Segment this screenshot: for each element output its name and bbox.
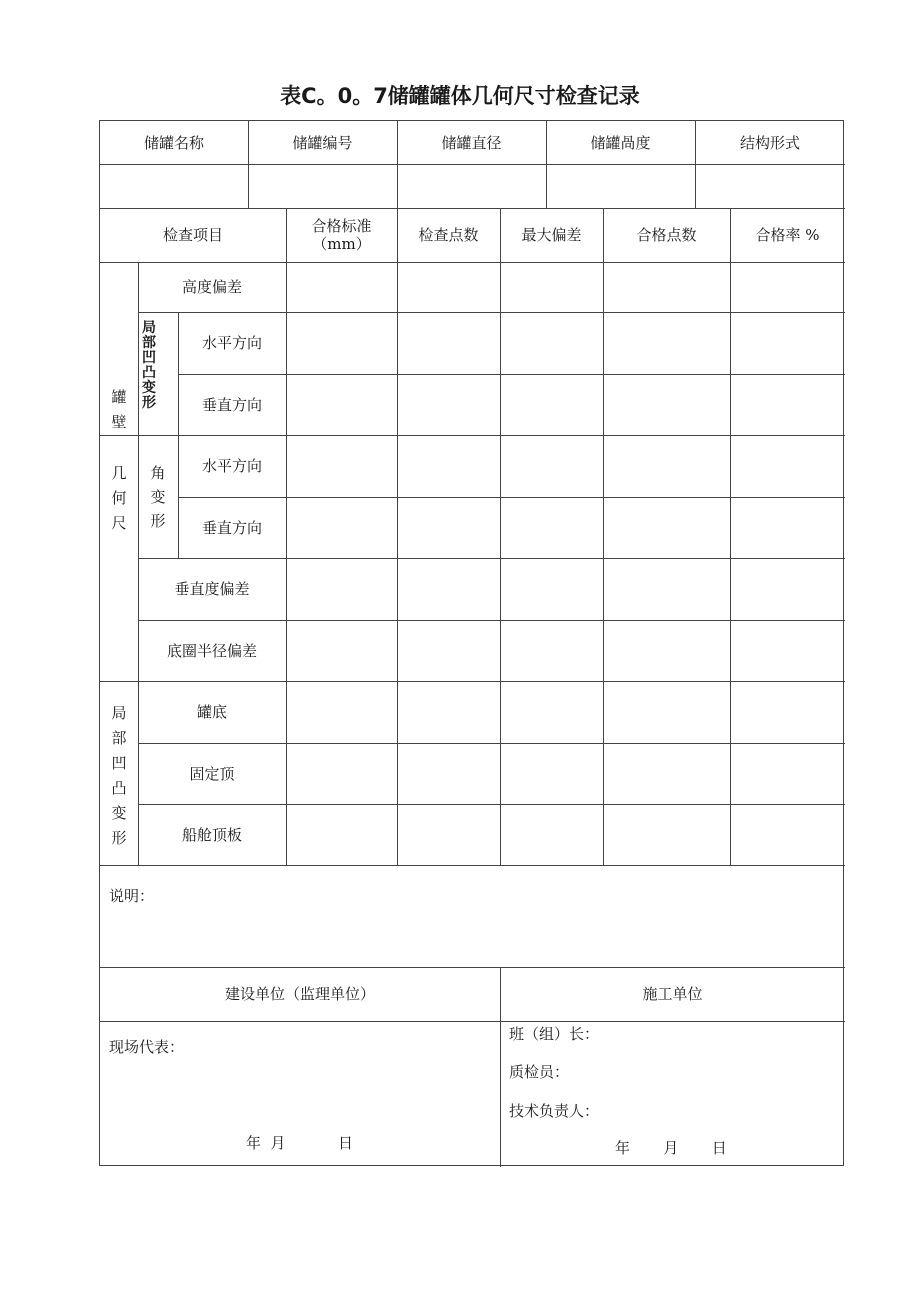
tank-name-label: 储罐名称 — [143, 133, 204, 152]
team-leader-label: 班（组）长： — [509, 1025, 600, 1043]
group-label-geometry-char: 几 — [111, 464, 127, 482]
group-label-local-char: 变 — [111, 804, 127, 822]
col-divider — [286, 208, 287, 865]
notes-area[interactable] — [160, 873, 840, 963]
subgroup-char: 凸 — [142, 365, 156, 381]
subgroup-char: 形 — [142, 395, 156, 411]
group-label-local-char: 部 — [111, 729, 127, 747]
col-header-max-dev: 最大偏差 — [521, 226, 582, 244]
tech-lead-label: 技术负责人： — [509, 1102, 600, 1120]
inspection-table — [99, 120, 844, 1166]
subgroup-char: 角 — [150, 464, 166, 482]
tank-number-value[interactable] — [248, 165, 397, 208]
col-header-standard — [286, 208, 397, 262]
group-label-geometry — [100, 461, 138, 536]
col-header-pass-points: 合格点数 — [636, 226, 697, 244]
tank-height-value[interactable] — [546, 165, 695, 208]
row-label-pontoon: 船舱顶板 — [181, 825, 242, 844]
col-header-item: 检查项目 — [162, 226, 223, 244]
subgroup-char: 变 — [150, 488, 166, 506]
col-header-points: 检查点数 — [418, 226, 479, 244]
row-divider — [100, 1021, 845, 1022]
group-label-local-char: 形 — [111, 829, 127, 847]
col-divider — [730, 208, 731, 865]
tank-number-label: 储罐编号 — [292, 133, 353, 152]
row-label-bulge-vertical: 垂直方向 — [201, 395, 262, 414]
group-label-wall-char: 壁 — [111, 413, 127, 431]
subgroup-label-local-bulge — [142, 321, 158, 411]
row-label-angle-vertical: 垂直方向 — [201, 518, 262, 537]
group-label-geometry-char: 何 — [111, 489, 127, 507]
row-label-height-dev: 高度偏差 — [181, 278, 242, 296]
row-label-fixed-roof: 固定顶 — [189, 764, 235, 783]
inspector-label: 质检员： — [509, 1063, 570, 1081]
col-header-standard-unit: （mm） — [312, 235, 371, 253]
structure-type-label: 结构形式 — [739, 133, 800, 152]
site-rep-label: 现场代表： — [109, 1038, 185, 1056]
row-label-angle-horizontal: 水平方向 — [201, 457, 262, 475]
page-title: 表C。0。7储罐罐体几何尺寸检查记录 — [280, 84, 640, 108]
tank-height-label: 储罐咼度 — [590, 133, 651, 152]
row-label-radius-dev: 底圈半径偏差 — [166, 641, 257, 660]
row-label-bulge-horizontal: 水平方向 — [201, 334, 262, 352]
group-label-local-char: 凸 — [111, 779, 127, 797]
group-label-wall-char: 罐 — [111, 388, 127, 406]
group-label-local-char: 凹 — [111, 754, 127, 772]
contractor-unit-header: 施工单位 — [642, 985, 703, 1003]
col-divider — [397, 208, 398, 865]
tank-name-value[interactable] — [100, 165, 248, 208]
row-divider — [100, 865, 845, 866]
tank-diameter-value[interactable] — [397, 165, 546, 208]
tank-diameter-label: 储罐直径 — [441, 133, 502, 152]
subgroup-char: 变 — [142, 380, 156, 396]
group-label-wall — [100, 385, 138, 435]
date-left: 年 月 日 — [246, 1134, 353, 1152]
col-header-standard-line1: 合格标准 — [311, 217, 372, 235]
date-right: 年 月 日 — [615, 1139, 727, 1157]
row-label-bottom: 罐底 — [196, 703, 227, 721]
subgroup-char: 局 — [142, 320, 156, 336]
owner-unit-header: 建设单位（监理单位） — [224, 985, 375, 1003]
group-label-geometry-char: 尺 — [111, 514, 127, 532]
notes-label: 说明： — [109, 887, 155, 905]
col-divider — [603, 208, 604, 865]
subgroup-char: 部 — [142, 335, 156, 351]
col-divider — [500, 208, 501, 865]
row-label-verticality: 垂直度偏差 — [174, 580, 250, 598]
group-label-local — [100, 701, 138, 851]
subgroup-char: 凹 — [142, 350, 156, 366]
group-label-local-char: 局 — [111, 704, 127, 722]
subgroup-char: 形 — [150, 512, 166, 530]
col-header-rate: 合格率 % — [755, 226, 820, 244]
structure-type-value[interactable] — [695, 165, 845, 208]
subgroup-label-angle — [138, 461, 178, 533]
